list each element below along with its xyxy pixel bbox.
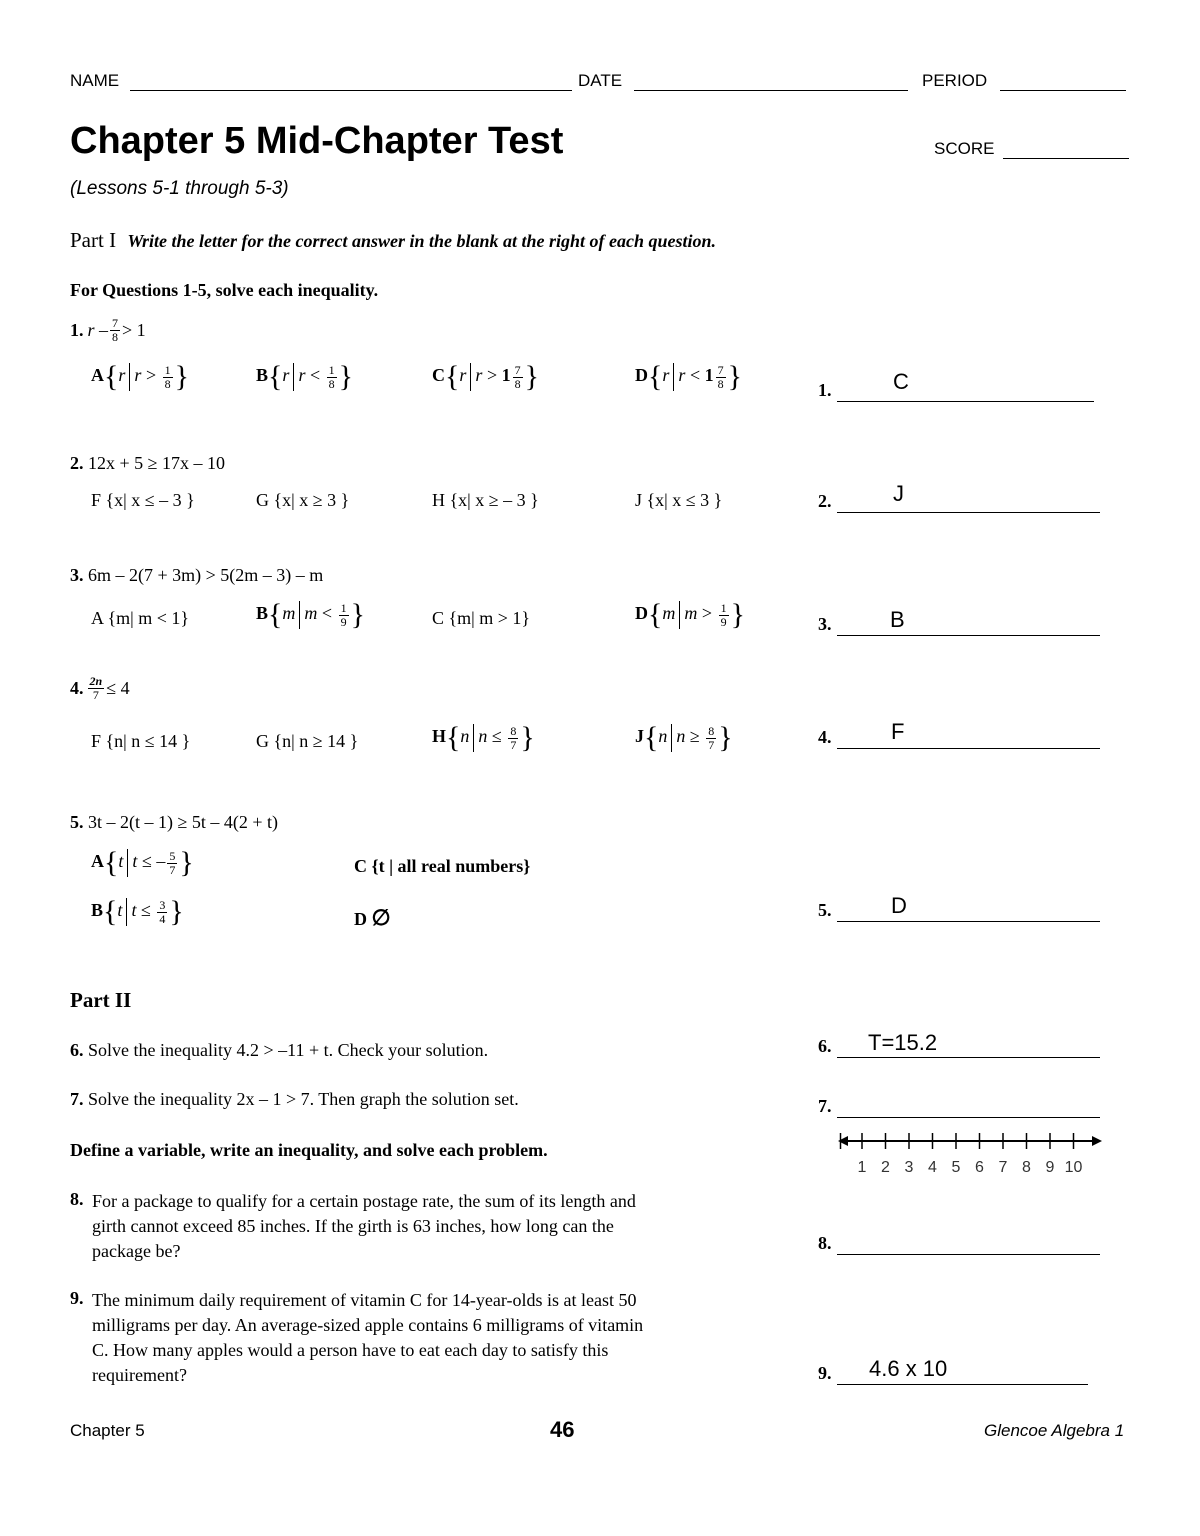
q7-prompt — [70, 1089, 519, 1110]
answer-4-label: 4. — [818, 727, 832, 747]
q4-number: 4. — [70, 678, 84, 698]
q5-choice-d-label: D — [354, 909, 367, 929]
answer-4-value: F — [891, 719, 905, 744]
answer-5-blank[interactable] — [837, 920, 1100, 922]
q8-text — [92, 1189, 636, 1264]
answer-3-label: 3. — [818, 614, 832, 634]
answer-8-label: 8. — [818, 1233, 832, 1253]
q5-prompt — [70, 812, 278, 833]
q4-prompt: 4. $\frac{2n}{7}$ ≤ 4 — [70, 674, 130, 702]
q2-choice-h[interactable]: H {x| x ≥ – 3 } — [432, 490, 539, 510]
number-line-label: 2 — [881, 1159, 890, 1176]
part1-label: Part I — [70, 228, 117, 252]
part1-section-heading: For Questions 1-5, solve each inequality. — [70, 280, 379, 300]
q9-line-3: C. How many apples would a person have to eat each day to satisfy this — [92, 1340, 609, 1360]
number-line-label: 4 — [928, 1159, 937, 1176]
page-number: 46 — [550, 1417, 575, 1442]
q9-line-1: The minimum daily requirement of vitamin C for 14-year-olds is at least 50 — [92, 1290, 637, 1310]
q9-line-2: milligrams per day. An average-sized apple contains 6 milligrams of vitamin — [92, 1315, 644, 1335]
q3-number: 3. — [70, 565, 84, 585]
part2-label: Part II — [70, 988, 132, 1012]
answer-2-blank[interactable] — [837, 511, 1100, 513]
q4-choice-g[interactable]: G {n| n ≥ 14 } — [256, 731, 359, 751]
part1-instruction: Write the letter for the correct answer in the blank at the right of each question. — [127, 231, 717, 251]
answer-5-label: 5. — [818, 900, 832, 920]
answer-1-blank[interactable] — [837, 400, 1094, 402]
q3-choice-c[interactable]: C {m| m > 1} — [432, 608, 531, 628]
q5-text: 3t – 2(t – 1) ≥ 5t – 4(2 + t) — [88, 812, 279, 832]
q9-number: 9. — [70, 1288, 84, 1308]
q1-choice-c[interactable]: C{r r > 1 $\frac{7}{8}$ } — [432, 360, 539, 393]
q1-choice-b[interactable]: B{r r < $\frac{1}{8}$ } — [256, 360, 354, 393]
number-line-label: 10 — [1064, 1159, 1083, 1176]
q6-text: Solve the inequality 4.2 > –11 + t. Check your solution. — [88, 1040, 489, 1060]
q8-number: 8. — [70, 1189, 84, 1209]
q2-choice-g[interactable]: G {x| x ≥ 3 } — [256, 490, 350, 510]
q4-choice-f[interactable]: F {n| n ≤ 14 } — [91, 731, 191, 751]
q1-choice-a[interactable]: A{r r > $\frac{1}{8}$ } — [91, 360, 189, 393]
left-arrow-icon — [838, 1136, 848, 1146]
q6-prompt — [70, 1040, 488, 1061]
answer-1-value: C — [893, 369, 909, 394]
date-label: DATE — [578, 71, 623, 90]
q8-line-2: girth cannot exceed 85 inches. If the girth is 63 inches, how long can the — [92, 1216, 614, 1236]
number-line-label: 6 — [975, 1159, 984, 1176]
period-label: PERIOD — [922, 71, 988, 90]
number-line[interactable] — [838, 1128, 1104, 1180]
number-line-label: 1 — [857, 1159, 867, 1176]
answer-7-label: 7. — [818, 1096, 832, 1116]
answer-6-label: 6. — [818, 1036, 832, 1056]
part1-heading — [70, 228, 716, 253]
number-line-label: 9 — [1045, 1159, 1055, 1176]
answer-2-value: J — [893, 481, 904, 506]
q5-choice-d[interactable] — [354, 905, 391, 931]
answer-9-blank[interactable] — [837, 1383, 1088, 1385]
q5-choice-a[interactable]: A{t t ≤ – $\frac{5}{7}$ } — [91, 846, 194, 879]
right-arrow-icon — [1092, 1136, 1102, 1146]
q9-text — [92, 1288, 643, 1388]
number-line-label: 8 — [1022, 1159, 1031, 1176]
q8-line-1: For a package to qualify for a certain postage rate, the sum of its length and — [92, 1191, 636, 1211]
empty-set-icon: ∅ — [371, 905, 391, 930]
q1-prompt: 1. r – $\frac{7}{8}$ > 1 — [70, 316, 146, 344]
part2-section-heading: Define a variable, write an inequality, and solve each problem. — [70, 1140, 548, 1160]
score-label: SCORE — [934, 139, 995, 158]
date-field[interactable] — [634, 90, 908, 91]
name-field[interactable] — [130, 90, 572, 91]
answer-6-value: T=15.2 — [868, 1030, 938, 1055]
q7-text: Solve the inequality 2x – 1 > 7. Then graph the solution set. — [88, 1089, 519, 1109]
page-title: Chapter 5 Mid-Chapter Test — [70, 120, 564, 162]
q4-choice-j[interactable]: J{n n ≥ $\frac{8}{7}$ } — [635, 721, 733, 754]
q5-choice-b[interactable]: B{t t ≤ $\frac{3}{4}$ } — [91, 895, 184, 928]
answer-7-blank[interactable] — [837, 1116, 1100, 1118]
q5-choice-c[interactable]: C {t | all real numbers} — [354, 856, 531, 876]
number-line-label: 7 — [998, 1159, 1008, 1176]
answer-3-blank[interactable] — [837, 634, 1100, 636]
footer-chapter: Chapter 5 — [70, 1421, 145, 1440]
q4-choice-h[interactable]: H{n n ≤ $\frac{8}{7}$ } — [432, 721, 535, 754]
q9-line-4: requirement? — [92, 1365, 187, 1385]
answer-4-blank[interactable] — [837, 747, 1100, 749]
q2-choice-j[interactable]: J {x| x ≤ 3 } — [635, 490, 723, 510]
q2-number: 2. — [70, 453, 84, 473]
q6-number: 6. — [70, 1040, 84, 1060]
q2-prompt — [70, 453, 225, 474]
q3-choice-d[interactable]: D{m m > $\frac{1}{9}$ } — [635, 598, 745, 631]
answer-2-label: 2. — [818, 491, 832, 511]
q3-prompt — [70, 565, 323, 586]
answer-5-value: D — [891, 893, 907, 918]
subtitle: (Lessons 5-1 through 5-3) — [70, 178, 289, 199]
answer-3-value: B — [890, 607, 905, 632]
q3-text: 6m – 2(7 + 3m) > 5(2m – 3) – m — [88, 565, 324, 585]
q7-number: 7. — [70, 1089, 84, 1109]
score-field[interactable] — [1003, 158, 1129, 159]
period-field[interactable] — [1000, 90, 1126, 91]
q3-choice-b[interactable]: B{m m < $\frac{1}{9}$ } — [256, 598, 365, 631]
q5-number: 5. — [70, 812, 84, 832]
answer-6-blank[interactable] — [837, 1056, 1100, 1058]
q3-choice-a[interactable]: A {m| m < 1} — [91, 608, 190, 628]
q1-choice-d[interactable]: D{r r < 1 $\frac{7}{8}$ } — [635, 360, 742, 393]
number-line-label: 3 — [904, 1159, 914, 1176]
q8-line-3: package be? — [92, 1241, 181, 1261]
answer-9-value: 4.6 x 10 — [869, 1356, 948, 1381]
answer-1-label: 1. — [818, 380, 832, 400]
answer-9-label: 9. — [818, 1363, 832, 1383]
q2-text: 12x + 5 ≥ 17x – 10 — [88, 453, 226, 473]
answer-8-blank[interactable] — [837, 1253, 1100, 1255]
number-line-label: 5 — [951, 1159, 961, 1176]
q1-number: 1. — [70, 320, 84, 340]
name-label: NAME — [70, 71, 120, 90]
q2-choice-f[interactable]: F {x| x ≤ – 3 } — [91, 490, 195, 510]
footer-book: Glencoe Algebra 1 — [984, 1421, 1125, 1440]
